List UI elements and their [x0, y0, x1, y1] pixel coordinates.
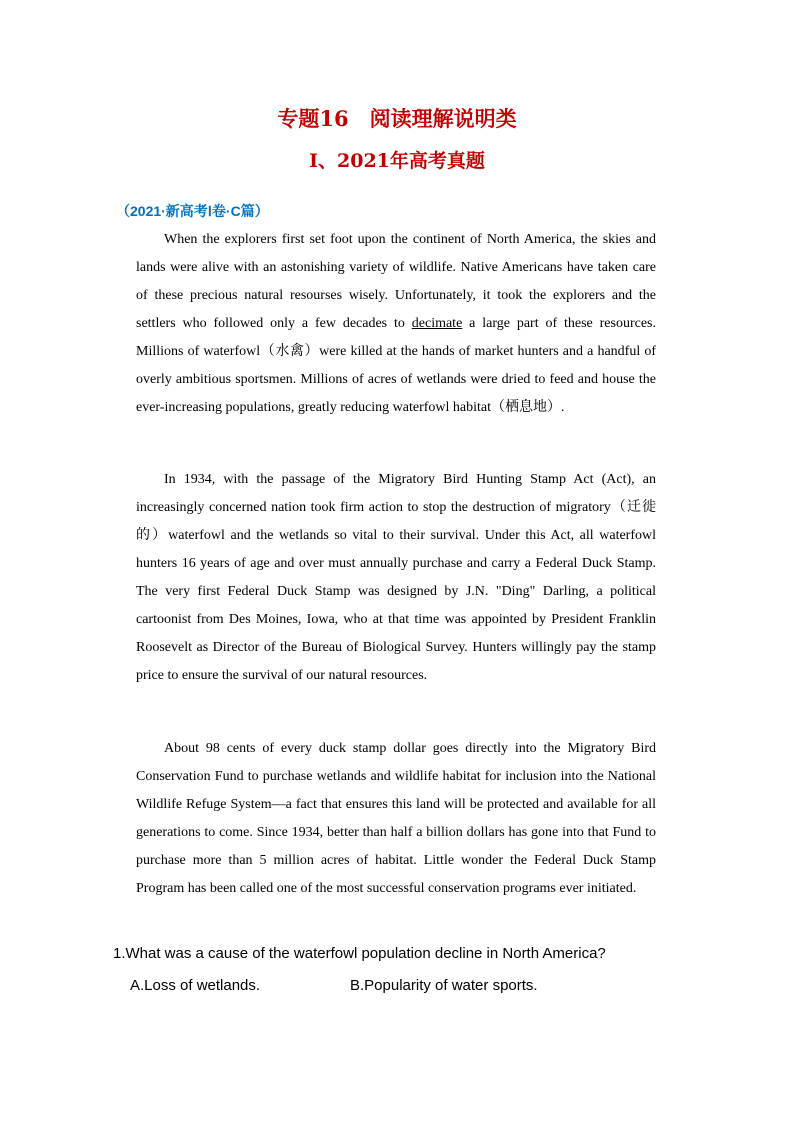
passage-paragraph-2: In 1934, with the passage of the Migratory Bird Hunting Stamp Act (Act), an increasingly concerned nation took firm action to stop the destruction of migratory（迁徙的）waterfowl and the wetlands so vital to their survival. Under this Act, all waterfowl hunters 16 years of age and over must annually purchase and carry a Federal Duck Stamp. The very first Federal Duck Stamp was designed by J.N. "Ding" Darling, a political cartoonist from Des Moines, Iowa, who at that time was appointed by President Franklin Roosevelt as Director of the Bureau of Biological Survey. Hunters willingly pay the stamp price to ensure the survival of our natural resources.	[136, 472, 656, 683]
underlined-word: decimate	[411, 316, 463, 331]
passage-paragraph-3: About 98 cents of every duck stamp dollar goes directly into the Migratory Bird Conservation Fund to purchase wetlands and wildlife habitat for inclusion into the National Wildlife Refuge System—a fact that ensures this land will be protected and available for all generations to come. Since 1934, better than half a billion dollars has gone into that Fund to purchase more than 5 million acres of habitat. Little wonder the Federal Duck Stamp Program has been called one of the most successful conservation programs ever initiated.	[136, 741, 656, 896]
paragraph-1-text-a: When the explorers first set foot upon the continent of North America, the skies and lands were alive with an astonishing variety of wildlife. Native Americans have taken care of these precious natural resourses wisely. Unfortunately, it took the explorers and the settlers who followed only a few decades to	[136, 232, 656, 331]
option-a: A.Loss of wetlands.	[130, 977, 261, 994]
option-b: B.Popularity of water sports.	[350, 977, 538, 994]
paragraph-1-text-b: a large part of these resources. Millions of waterfowl（水禽）were killed at the hands of market hunters and a handful of overly ambitious sportsmen. Millions of acres of wetlands were dried to feed and house the ever-increasing populations, greatly reducing waterfowl habitat（栖息地）.	[136, 316, 656, 415]
section-title: Ⅰ、2021年高考真题	[309, 150, 485, 172]
question-stem: 1.What was a cause of the waterfowl population decline in North America?	[113, 945, 606, 962]
exam-source-label: （2021·新高考Ⅰ卷·C篇）	[116, 203, 269, 219]
page-title: 专题16 阅读理解说明类	[277, 106, 517, 131]
passage-paragraph-1	[136, 226, 656, 422]
